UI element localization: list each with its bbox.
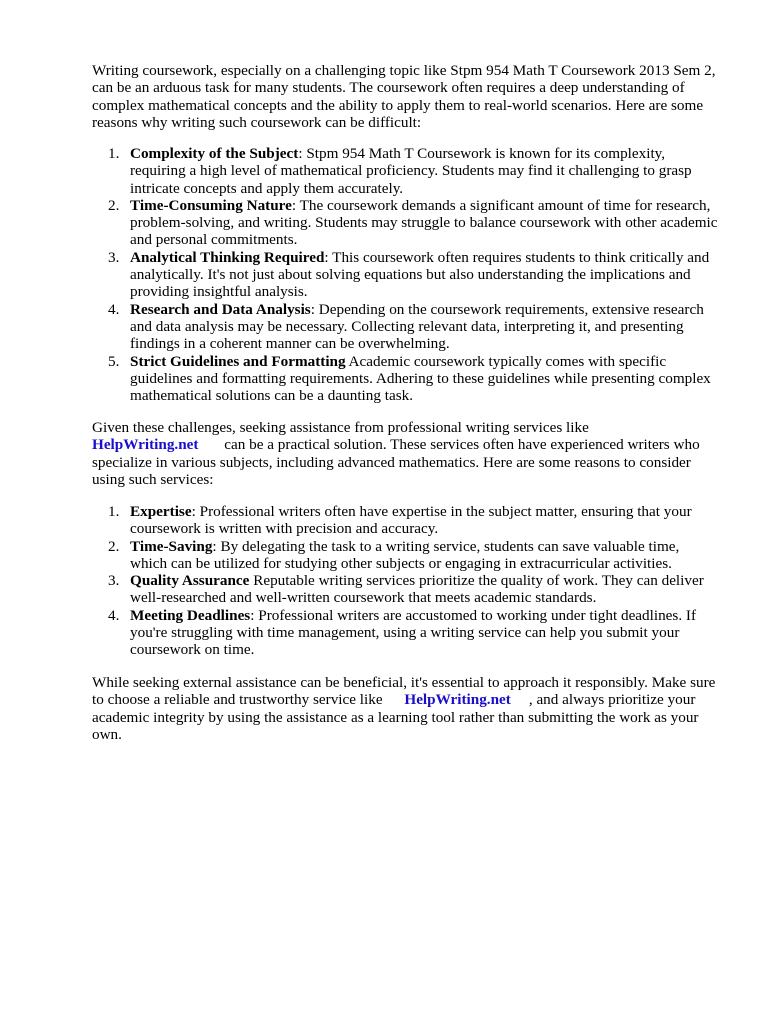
list-item-number: 5. bbox=[108, 352, 120, 370]
list-item-text: The coursework demands a significant amount of time for research, problem-solving, and writing. Students may struggle to balance coursework with other academic and personal commitments. bbox=[130, 196, 718, 249]
helpwriting-link[interactable]: HelpWriting.net bbox=[92, 436, 199, 454]
list-item-text: Depending on the coursework requirements, extensive research and data analysis may be necessary. Collecting relevant data, interpreting it, and presenting findings in a coherent manner can be overwhelming. bbox=[130, 300, 704, 353]
list-item-term: Time-Consuming Nature bbox=[130, 196, 292, 214]
list-item-term: Expertise bbox=[130, 503, 192, 520]
list-item bbox=[92, 145, 720, 197]
services-text-after: can be a practical solution. These services often have experienced writers who specialize in various subjects, including advanced mathematics. Here are some reasons to consider using such services: bbox=[92, 436, 700, 488]
list-item bbox=[92, 607, 720, 659]
helpwriting-link[interactable]: HelpWriting.net bbox=[404, 691, 511, 709]
services-text-before: Given these challenges, seeking assistance from professional writing services like bbox=[92, 419, 589, 436]
list-item-term: Quality Assurance bbox=[130, 572, 250, 590]
list-item-number: 1. bbox=[108, 503, 120, 520]
benefits-list-block bbox=[92, 503, 720, 659]
list-item-separator: : bbox=[324, 248, 329, 266]
list-item-separator: : bbox=[212, 537, 217, 555]
list-item-number: 3. bbox=[108, 248, 120, 266]
list-item bbox=[92, 197, 720, 249]
closing-paragraph bbox=[92, 674, 720, 743]
list-item-text: Academic coursework typically comes with specific guidelines and formatting requirements. Adhering to these guidelines while presenting complex mathematical solutions can be a daunting task. bbox=[130, 352, 711, 405]
list-item-text: Professional writers often have expertise in the subject matter, ensuring that your coursework is written with precision and accuracy. bbox=[130, 503, 692, 538]
list-item-term: Time-Saving bbox=[130, 537, 213, 555]
list-item bbox=[92, 572, 720, 607]
list-item-number: 1. bbox=[108, 145, 120, 162]
list-item-number: 4. bbox=[108, 300, 120, 318]
difficulties-list bbox=[92, 145, 720, 404]
list-item-term: Research and Data Analysis bbox=[130, 300, 311, 318]
list-item bbox=[92, 249, 720, 301]
closing-text-before: While seeking external assistance can be beneficial, it's essential to approach it responsibly. Make sure to choose a reliable and trustworthy service like bbox=[92, 674, 716, 709]
list-item-number: 2. bbox=[108, 537, 120, 555]
list-item-term: Analytical Thinking Required bbox=[130, 248, 325, 266]
list-item bbox=[92, 538, 720, 573]
closing-text-after: , and always prioritize your academic integrity by using the assistance as a learning tool rather than submitting the work as your own. bbox=[92, 691, 699, 743]
benefits-list bbox=[92, 503, 720, 659]
list-item-number: 4. bbox=[108, 606, 120, 624]
difficulties-list-block bbox=[92, 145, 720, 404]
list-item-separator: : bbox=[250, 606, 255, 624]
list-item bbox=[92, 503, 720, 538]
list-item-number: 3. bbox=[108, 572, 120, 590]
intro-text: Writing coursework, especially on a challenging topic like Stpm 954 Math T Coursework 2013 Sem 2, can be an arduous task for many students. The coursework often requires a deep understanding of complex mathematical concepts and the ability to apply them to real-world scenarios. Here are some reasons why writing such coursework can be difficult: bbox=[92, 62, 716, 131]
list-item-text: Stpm 954 Math T Coursework is known for its complexity, requiring a high level of mathematical proficiency. Students may find it challenging to grasp intricate concepts and apply them accurately. bbox=[130, 145, 692, 197]
list-item bbox=[92, 301, 720, 353]
list-item-text: Professional writers are accustomed to working under tight deadlines. If you're struggling with time management, using a writing service can help you submit your coursework on time. bbox=[130, 606, 697, 659]
list-item-text: By delegating the task to a writing service, students can save valuable time, which can be utilized for studying other subjects or engaging in extracurricular activities. bbox=[130, 537, 680, 572]
list-item-term: Complexity of the Subject bbox=[130, 145, 299, 162]
list-item-term: Strict Guidelines and Formatting bbox=[130, 352, 346, 370]
intro-paragraph bbox=[92, 62, 720, 131]
list-item bbox=[92, 353, 720, 405]
list-item-separator: : bbox=[298, 145, 303, 162]
list-item-separator: : bbox=[191, 503, 196, 520]
list-item-text: Reputable writing services prioritize the quality of work. They can deliver well-researched and well-written coursework that meets academic standards. bbox=[130, 572, 704, 607]
list-item-number: 2. bbox=[108, 196, 120, 214]
list-item-separator: : bbox=[310, 300, 315, 318]
list-item-term: Meeting Deadlines bbox=[130, 606, 251, 624]
list-item-separator: : bbox=[291, 196, 297, 214]
services-paragraph bbox=[92, 419, 720, 488]
list-item-text: This coursework often requires students to think critically and analytically. It's not just about solving equations but also understanding the implications and providing insightful analysis. bbox=[130, 248, 710, 301]
